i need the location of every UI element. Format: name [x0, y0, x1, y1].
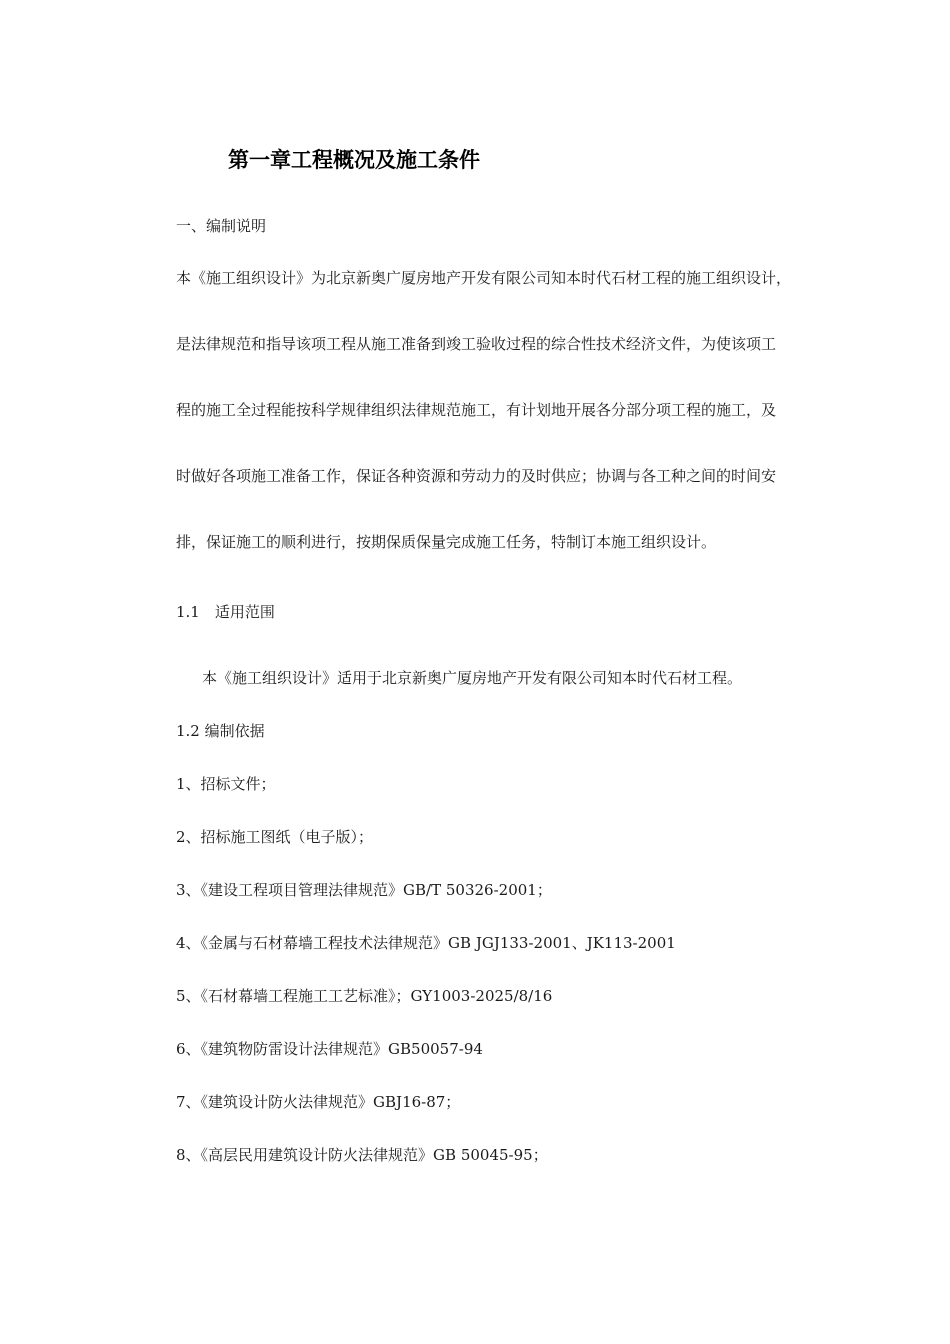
list-item: 2、招标施工图纸（电子版）； [176, 828, 374, 846]
basis-list [176, 774, 676, 1198]
section-heading-basis: 1.2 编制依据 [176, 722, 265, 740]
section-heading-compilation-notes: 一、编制说明 [176, 217, 267, 235]
paragraph-line: 本《施工组织设计》为北京新奥广厦房地产开发有限公司知本时代石材工程的施工组织设计， [176, 269, 792, 287]
paragraph-line: 时做好各项施工准备工作，保证各种资源和劳动力的及时供应；协调与各工种之间的时间安 [176, 467, 777, 485]
section-heading-scope: 1.1 适用范围 [176, 603, 275, 621]
list-item: 4、《金属与石材幕墙工程技术法律规范》GB JGJ133-2001、JK113-2001 [176, 934, 676, 952]
list-item: 8、《高层民用建筑设计防火法律规范》GB 50045-95； [176, 1146, 548, 1164]
list-item: 7、《建筑设计防火法律规范》GBJ16-87； [176, 1093, 461, 1111]
list-item: 3、《建设工程项目管理法律规范》GB/T 50326-2001； [176, 881, 552, 899]
list-item: 6、《建筑物防雷设计法律规范》GB50057-94 [176, 1040, 483, 1058]
chapter-title: 第一章工程概况及施工条件 [228, 148, 480, 172]
scope-text: 本《施工组织设计》适用于北京新奥广厦房地产开发有限公司知本时代石材工程。 [202, 669, 743, 687]
paragraph-line: 是法律规范和指导该项工程从施工准备到竣工验收过程的综合性技术经济文件，为使该项工 [176, 335, 777, 353]
compilation-notes-paragraph [176, 268, 866, 598]
list-item: 5、《石材幕墙工程施工工艺标准》；GY1003-2025/8/16 [176, 987, 553, 1005]
paragraph-line: 程的施工全过程能按科学规律组织法律规范施工，有计划地开展各分部分项工程的施工，及 [176, 401, 777, 419]
list-item: 1、招标文件； [176, 775, 276, 793]
paragraph-line: 排，保证施工的顺利进行，按期保质保量完成施工任务，特制订本施工组织设计。 [176, 533, 717, 551]
